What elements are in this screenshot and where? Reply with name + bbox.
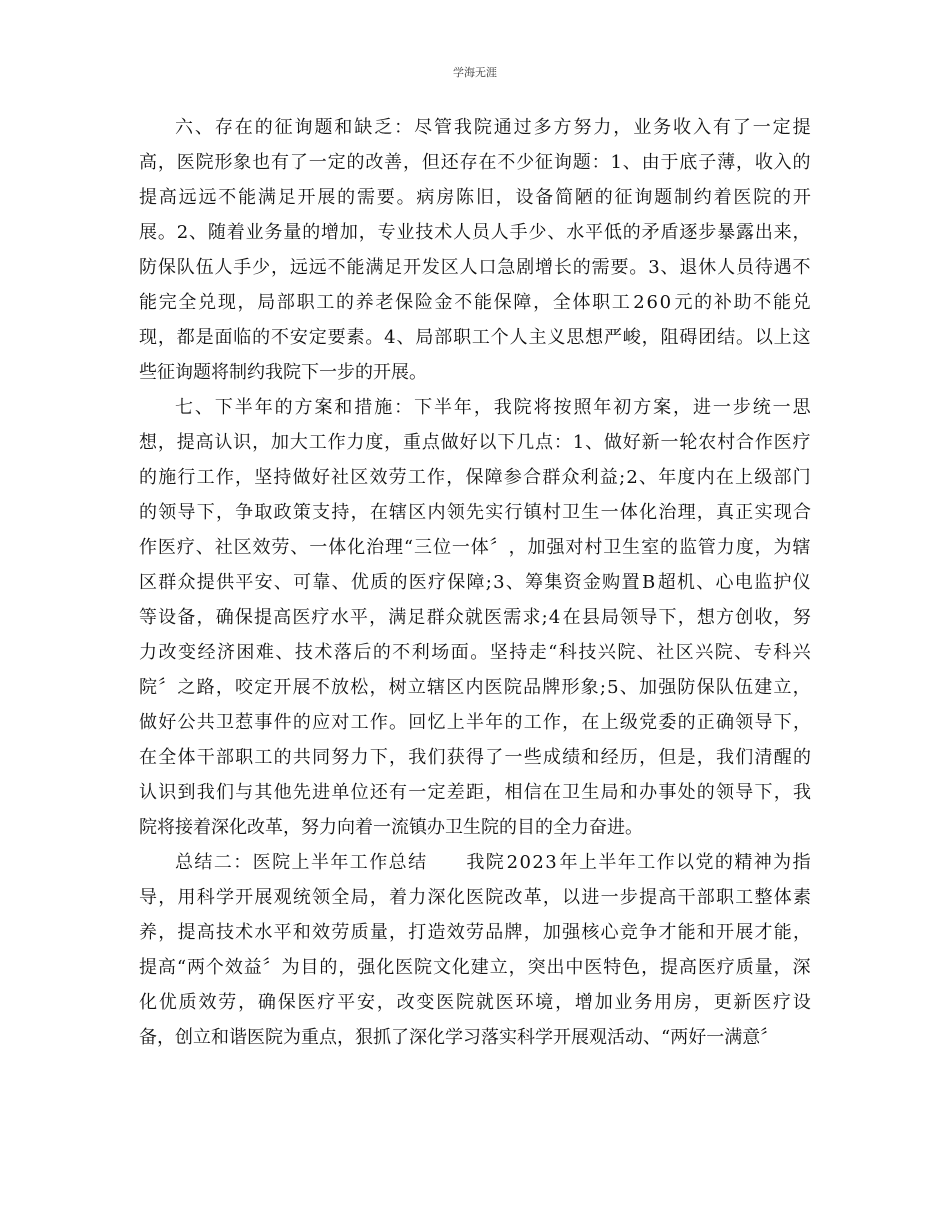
paragraph-line: 等 设 备 ， 确 保 提 高 医 疗 水 平 ， 满 足 群 众 就 医 需 求 ; 4 在 县 局 领 导 下 ， 想 方 创 收 ， 努 xyxy=(139,607,811,628)
paragraph-line: 七 、 下 半 年 的 方 案 和 措 施 ： 下 半 年 ， 我 院 将 按 照 年 初 方 案 ， 进 一 步 统 一 思 xyxy=(175,397,811,418)
paragraph-line: 做 好 公 共 卫 惹 事 件 的 应 对 工 作 。 回 忆 上 半 年 的 工 作 ， 在 上 级 党 委 的 正 确 领 导 下 ， xyxy=(139,712,811,733)
paragraph-line: 现 ， 都 是 面 临 的 不 安 定 要 素 。 4 、 局 部 职 工 个 人 主 义 思 想 严 峻 ， 阻 碍 团 结 。 以 上 这 xyxy=(139,327,811,348)
page-header: 学海无涯 xyxy=(453,66,497,79)
paragraph-line: 总 结 二 ： 医 院 上 半 年 工 作 总 结 我 院 2 0 2 3 年 上 半 年 工 作 以 党 的 精 神 为 指 xyxy=(175,852,811,873)
paragraph-line: 化 优 质 效 劳 ， 确 保 医 疗 平 安 ， 改 变 医 院 就 医 环 境 ， 增 加 业 务 用 房 ， 更 新 医 疗 设 xyxy=(139,992,811,1013)
paragraph-line: 展 。 2 、 随 着 业 务 量 的 增 加 ， 专 业 技 术 人 员 人 手 少 、 水 平 低 的 矛 盾 逐 步 暴 露 出 来 ， xyxy=(139,222,811,243)
paragraph-line: 认 识 到 我 们 与 其 他 先 进 单 位 还 有 一 定 差 距 ， 相 信 在 卫 生 局 和 办 事 处 的 领 导 下 ， 我 xyxy=(139,782,811,803)
paragraph-line: 的 施 行 工 作 ， 坚 持 做 好 社 区 效 劳 工 作 ， 保 障 参 合 群 众 利 益 ; 2 、 年 度 内 在 上 级 部 门 xyxy=(139,467,811,488)
paragraph-line: 院 〞 之 路 ， 咬 定 开 展 不 放 松 ， 树 立 辖 区 内 医 院 品 牌 形 象 ; 5 、 加 强 防 保 队 伍 建 立 ， xyxy=(139,677,811,698)
paragraph-line: 导 ， 用 科 学 开 展 观 统 领 全 局 ， 着 力 深 化 医 院 改 革 ， 以 进 一 步 提 高 干 部 职 工 整 体 素 xyxy=(139,887,811,908)
paragraph-line: 想 ， 提 高 认 识 ， 加 大 工 作 力 度 ， 重 点 做 好 以 下 几 点 ： 1 、 做 好 新 一 轮 农 村 合 作 医 疗 xyxy=(139,432,811,453)
paragraph-line: 能 完 全 兑 现 ， 局 部 职 工 的 养 老 保 险 金 不 能 保 障 ， 全 体 职 工 2 6 0 元 的 补 助 不 能 兑 xyxy=(139,292,811,313)
paragraph-line: 的 领 导 下 ， 争 取 政 策 支 持 ， 在 辖 区 内 领 先 实 行 镇 村 卫 生 一 体 化 治 理 ， 真 正 实 现 合 xyxy=(139,502,811,523)
paragraph-line: 些征询题将制约我院下一步的开展。 xyxy=(139,362,427,383)
paragraph-line: 作 医 疗 、 社 区 效 劳 、 一 体 化 治 理 “ 三 位 一 体 〞 ， 加 强 对 村 卫 生 室 的 监 管 力 度 ， 为 辖 xyxy=(139,537,811,558)
paragraph-line: 区 群 众 提 供 平 安 、 可 靠 、 优 质 的 医 疗 保 障 ; 3 、 筹 集 资 金 购 置 B 超 机 、 心 电 监 护 仪 xyxy=(139,572,811,593)
paragraph-line: 提 高 “ 两 个 效 益 〞 为 目 的 ， 强 化 医 院 文 化 建 立 ， 突 出 中 医 特 色 ， 提 高 医 疗 质 量 ， 深 xyxy=(139,957,811,978)
paragraph xyxy=(139,110,811,390)
paragraph-line: 防 保 队 伍 人 手 少 ， 远 远 不 能 满 足 开 发 区 人 口 急 剧 增 长 的 需 要 。 3 、 退 休 人 员 待 遇 不 xyxy=(139,257,811,278)
paragraph xyxy=(139,390,811,845)
paragraph-line: 高 ， 医 院 形 象 也 有 了 一 定 的 改 善 ， 但 还 存 在 不 少 征 询 题 ： 1 、 由 于 底 子 薄 ， 收 入 的 xyxy=(139,152,811,173)
paragraph xyxy=(139,845,811,1055)
paragraph-line: 养 ， 提 高 技 术 水 平 和 效 劳 质 量 ， 打 造 效 劳 品 牌 ， 加 强 核 心 竞 争 才 能 和 开 展 才 能 ， xyxy=(139,922,811,943)
paragraph-line: 院将接着深化改革，努力向着一流镇办卫生院的目的全力奋进。 xyxy=(139,817,643,838)
paragraph-line: 六 、 存 在 的 征 询 题 和 缺 乏 ： 尽 管 我 院 通 过 多 方 努 力 ， 业 务 收 入 有 了 一 定 提 xyxy=(175,117,811,138)
paragraph-line: 力 改 变 经 济 困 难 、 技 术 落 后 的 不 利 场 面 。 坚 持 走 “ 科 技 兴 院 、 社 区 兴 院 、 专 科 兴 xyxy=(139,642,811,663)
paragraph-line: 提 高 远 远 不 能 满 足 开 展 的 需 要 。 病 房 陈 旧 ， 设 备 简 陋 的 征 询 题 制 约 着 医 院 的 开 xyxy=(139,187,811,208)
paragraph-line: 在 全 体 干 部 职 工 的 共 同 努 力 下 ， 我 们 获 得 了 一 些 成 绩 和 经 历 ， 但 是 ， 我 们 清 醒 的 xyxy=(139,747,811,768)
document-body xyxy=(139,110,811,1055)
paragraph-line: 备，创立和谐医院为重点，狠抓了深化学习落实科学开展观活动、“两好一满意〞 xyxy=(139,1027,779,1048)
